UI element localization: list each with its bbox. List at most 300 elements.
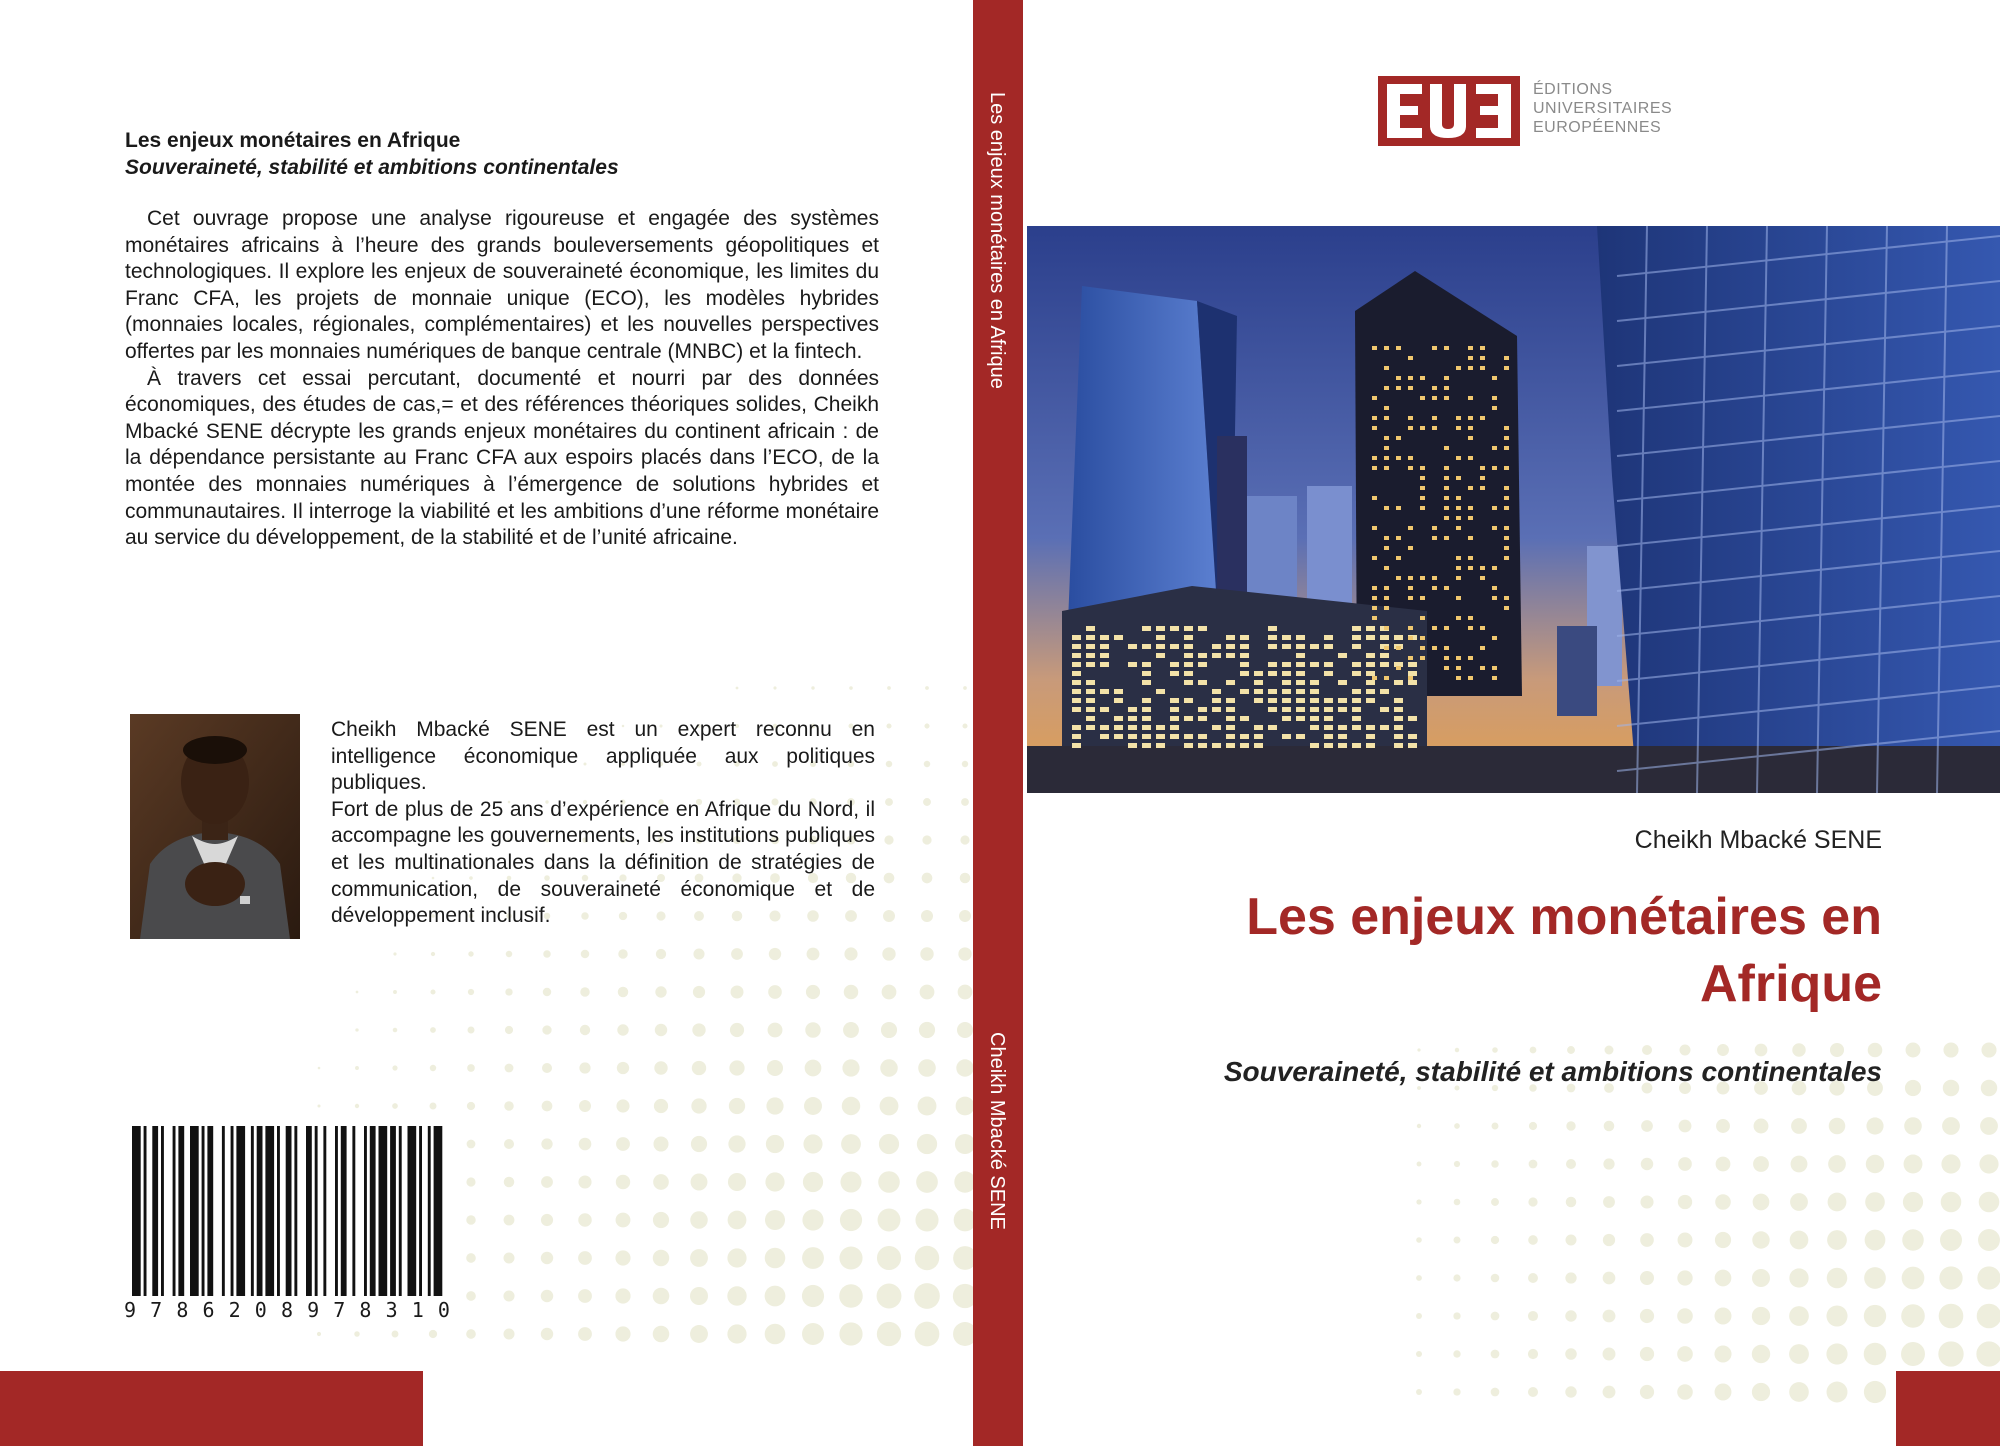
window-light	[1394, 734, 1403, 739]
window-light	[1408, 671, 1417, 676]
window-light	[1296, 689, 1305, 694]
halftone-dot	[914, 1283, 940, 1309]
window-light	[1372, 456, 1377, 460]
window-light	[1184, 635, 1193, 640]
window-light	[1480, 566, 1485, 570]
window-light	[1170, 734, 1179, 739]
barcode-bar	[202, 1126, 205, 1296]
window-light	[1504, 536, 1509, 540]
halftone-dot	[1416, 1389, 1422, 1395]
halftone-dot	[841, 1134, 861, 1154]
window-light	[1156, 725, 1165, 730]
window-light	[1114, 698, 1123, 703]
window-light	[1156, 644, 1165, 649]
halftone-dot	[1938, 1341, 1963, 1366]
window-light	[1114, 689, 1123, 694]
halftone-dot	[886, 761, 892, 767]
halftone-dot	[1605, 1046, 1614, 1055]
halftone-dot	[467, 1140, 476, 1149]
halftone-dot	[1981, 1080, 1997, 1096]
isbn-digit: 8	[176, 1298, 189, 1322]
window-light	[1198, 680, 1207, 685]
window-light	[1240, 689, 1249, 694]
window-light	[1184, 662, 1193, 667]
window-light	[1184, 734, 1193, 739]
window-light	[1408, 456, 1413, 460]
barcode-bar	[315, 1126, 318, 1296]
window-light	[1086, 707, 1095, 712]
halftone-dot	[1603, 1234, 1615, 1246]
window-light	[1468, 536, 1473, 540]
halftone-dot	[957, 1022, 973, 1038]
window-light	[1456, 476, 1461, 480]
window-light	[1338, 743, 1347, 748]
window-light	[1142, 734, 1151, 739]
author-photo	[130, 714, 300, 939]
halftone-dot	[1943, 1042, 1958, 1057]
halftone-dot	[655, 986, 666, 997]
window-light	[1142, 707, 1151, 712]
window-light	[1254, 743, 1263, 748]
halftone-dot	[924, 761, 931, 768]
window-light	[1444, 656, 1449, 660]
halftone-dot	[765, 1248, 786, 1269]
halftone-dot	[1830, 1043, 1844, 1057]
window-light	[1504, 526, 1509, 530]
window-light	[1380, 689, 1389, 694]
barcode-bar	[370, 1126, 376, 1296]
barcode-bar	[236, 1126, 245, 1296]
window-light	[1504, 466, 1509, 470]
halftone-dot	[466, 1215, 475, 1224]
barcode-bar	[306, 1126, 312, 1296]
window-light	[1226, 707, 1235, 712]
window-light	[1324, 671, 1333, 676]
halftone-dot	[616, 1175, 630, 1189]
window-light	[1156, 653, 1165, 658]
window-light	[1372, 556, 1377, 560]
halftone-dot	[615, 1326, 630, 1341]
halftone-dot	[766, 1097, 783, 1114]
window-light	[1142, 644, 1151, 649]
halftone-dot	[920, 985, 935, 1000]
halftone-dot	[541, 1328, 553, 1340]
window-light	[1394, 743, 1403, 748]
window-light	[1352, 662, 1361, 667]
halftone-dot	[842, 1059, 859, 1076]
halftone-dot	[466, 1253, 476, 1263]
author-biography	[331, 717, 875, 930]
halftone-dot	[844, 985, 859, 1000]
halftone-dot	[1827, 1268, 1848, 1289]
author-portrait-image	[130, 714, 300, 939]
window-light	[1072, 734, 1081, 739]
halftone-dot	[1529, 1122, 1537, 1130]
halftone-dot	[877, 1284, 902, 1309]
window-light	[1198, 662, 1207, 667]
window-light	[1394, 725, 1403, 730]
window-light	[1456, 526, 1461, 530]
window-light	[1324, 662, 1333, 667]
window-light	[1480, 486, 1485, 490]
window-light	[1338, 725, 1347, 730]
halftone-dot	[1752, 1383, 1770, 1401]
barcode-bar	[390, 1126, 396, 1296]
window-light	[1504, 426, 1509, 430]
halftone-dot	[430, 1027, 436, 1033]
window-light	[1384, 626, 1389, 630]
halftone-dot	[1491, 1160, 1498, 1167]
halftone-dot	[578, 1251, 592, 1265]
halftone-dot	[693, 986, 705, 998]
halftone-dot	[884, 873, 895, 884]
halftone-dot	[887, 686, 891, 690]
window-light	[1372, 616, 1377, 620]
window-light	[1468, 416, 1473, 420]
window-light	[1444, 386, 1449, 390]
window-light	[1492, 376, 1497, 380]
halftone-dot	[1977, 1304, 2000, 1329]
window-light	[1372, 416, 1377, 420]
isbn-digit: 8	[359, 1298, 372, 1322]
window-light	[1420, 576, 1425, 580]
barcode-bar	[352, 1126, 355, 1296]
window-light	[1396, 536, 1401, 540]
window-light	[1212, 707, 1221, 712]
halftone-dot	[1528, 1273, 1538, 1283]
halftone-dot	[1827, 1230, 1847, 1250]
window-light	[1372, 596, 1377, 600]
halftone-dot	[1491, 1198, 1499, 1206]
halftone-dot	[653, 1174, 669, 1190]
halftone-dot	[1826, 1343, 1847, 1364]
halftone-dot	[542, 1025, 551, 1034]
halftone-dot	[616, 1137, 630, 1151]
halftone-dot	[541, 1290, 553, 1302]
window-light	[1100, 635, 1109, 640]
window-light	[1240, 743, 1249, 748]
window-light	[1384, 646, 1389, 650]
window-light	[1394, 707, 1403, 712]
window-light	[1492, 526, 1497, 530]
halftone-dot	[1790, 1231, 1809, 1250]
barcode-bar	[190, 1126, 199, 1296]
halftone-dot	[877, 1322, 901, 1346]
halftone-dot	[731, 948, 743, 960]
window-light	[1384, 536, 1389, 540]
halftone-dot	[579, 1138, 592, 1151]
window-light	[1372, 346, 1377, 350]
halftone-dot	[1566, 1159, 1576, 1169]
window-light	[1380, 653, 1389, 658]
halftone-dot	[802, 1323, 824, 1345]
halftone-dot	[1715, 1232, 1731, 1248]
window-light	[1456, 366, 1461, 370]
halftone-dot	[765, 1324, 786, 1345]
window-light	[1384, 446, 1389, 450]
halftone-dot	[1940, 1229, 1962, 1251]
window-light	[1420, 476, 1425, 480]
halftone-dot	[1981, 1042, 1996, 1057]
window-light	[1384, 386, 1389, 390]
halftone-dot	[922, 873, 933, 884]
halftone-dot	[1865, 1230, 1886, 1251]
window-light	[1444, 516, 1449, 520]
halftone-dot	[917, 1134, 937, 1154]
window-light	[1324, 635, 1333, 640]
halftone-dot	[1752, 1307, 1770, 1325]
barcode-bar	[399, 1126, 402, 1296]
window-light	[1156, 743, 1165, 748]
window-light	[1366, 734, 1375, 739]
window-light	[1432, 576, 1437, 580]
window-light	[1086, 653, 1095, 658]
window-light	[1444, 376, 1449, 380]
window-light	[1114, 635, 1123, 640]
window-light	[1184, 626, 1193, 631]
window-light	[1366, 662, 1375, 667]
halftone-dot	[1454, 1123, 1460, 1129]
halftone-dot	[690, 1287, 708, 1305]
summary-paragraph: Cet ouvrage propose une analyse rigoureuse et engagée des systèmes monétaires africains à l’heure des grands bouleversements géopolitiques et technologiques. Il explore les enjeux de souveraineté économique, les limites du Franc CFA, les projets de monnaie unique (ECO), les modèles hybrides (monnaies locales, régionales, complémentaires) et les nouvelles perspectives offertes par les monnaies numériques de banque centrale (MNBC) et la fintech.	[125, 207, 879, 363]
window-light	[1420, 646, 1425, 650]
window-light	[1444, 486, 1449, 490]
halftone-dot	[506, 951, 512, 957]
halftone-dot	[543, 950, 551, 958]
window-light	[1156, 734, 1165, 739]
halftone-dot	[881, 1022, 897, 1038]
window-light	[1408, 680, 1417, 685]
window-light	[1408, 734, 1417, 739]
window-light	[1444, 646, 1449, 650]
barcode-bar	[428, 1126, 431, 1296]
window-light	[1072, 671, 1081, 676]
window-light	[1198, 707, 1207, 712]
halftone-dot	[1717, 1044, 1729, 1056]
halftone-dot	[317, 1104, 320, 1107]
halftone-dot	[1603, 1158, 1614, 1169]
window-light	[1100, 644, 1109, 649]
window-light	[1456, 656, 1461, 660]
window-light	[1338, 680, 1347, 685]
isbn-digit: 7	[333, 1298, 346, 1322]
window-light	[1254, 734, 1263, 739]
window-light	[1396, 506, 1401, 510]
window-light	[1380, 662, 1389, 667]
window-light	[1504, 596, 1509, 600]
window-light	[1100, 725, 1109, 730]
window-light	[1198, 626, 1207, 631]
window-light	[1468, 656, 1473, 660]
barcode-bar	[294, 1126, 297, 1296]
window-light	[1456, 676, 1461, 680]
barcode-bar	[173, 1126, 176, 1296]
halftone-dot	[618, 949, 627, 958]
window-light	[1394, 680, 1403, 685]
halftone-dot	[1943, 1080, 1959, 1096]
window-light	[1408, 466, 1413, 470]
halftone-dot	[504, 1177, 514, 1187]
halftone-dot	[765, 1172, 784, 1191]
window-light	[1338, 734, 1347, 739]
halftone-dot	[843, 1022, 859, 1038]
halftone-dot	[318, 1067, 321, 1070]
window-light	[1352, 689, 1361, 694]
halftone-dot	[1829, 1118, 1846, 1135]
halftone-dot	[1640, 1195, 1653, 1208]
bio-paragraph: Cheikh Mbacké SENE est un expert reconnu en intelligence économique appliquée aux politiques publiques.	[331, 718, 875, 795]
window-light	[1072, 725, 1081, 730]
halftone-dot	[653, 1250, 669, 1266]
barcode-bar	[178, 1126, 184, 1296]
halftone-dot	[656, 949, 666, 959]
halftone-dot	[1528, 1387, 1538, 1397]
window-light	[1408, 386, 1413, 390]
barcode-bar	[379, 1126, 388, 1296]
halftone-dot	[1980, 1117, 1998, 1135]
window-light	[1408, 716, 1417, 721]
halftone-dot	[839, 1246, 862, 1269]
halftone-dot	[1530, 1047, 1537, 1054]
window-light	[1086, 716, 1095, 721]
window-light	[1420, 486, 1425, 490]
halftone-dot	[803, 1172, 823, 1192]
halftone-dot	[1528, 1349, 1538, 1359]
window-light	[1372, 526, 1377, 530]
window-light	[1282, 644, 1291, 649]
isbn-digit: 9	[307, 1298, 320, 1322]
halftone-dot	[1752, 1269, 1770, 1287]
window-light	[1468, 566, 1473, 570]
window-light	[1480, 646, 1485, 650]
window-light	[1504, 366, 1509, 370]
window-light	[1504, 496, 1509, 500]
halftone-dot	[886, 723, 891, 728]
window-light	[1384, 436, 1389, 440]
window-light	[1086, 725, 1095, 730]
isbn-digit: 3	[385, 1298, 398, 1322]
halftone-dot	[729, 1060, 744, 1075]
halftone-dot	[1677, 1270, 1692, 1285]
halftone-dot	[1903, 1192, 1923, 1212]
window-light	[1212, 689, 1221, 694]
window-light	[1352, 707, 1361, 712]
window-light	[1128, 662, 1137, 667]
window-light	[1310, 689, 1319, 694]
halftone-dot	[691, 1098, 706, 1113]
window-light	[1142, 662, 1151, 667]
halftone-dot	[580, 987, 589, 996]
halftone-dot	[878, 1209, 901, 1232]
window-light	[1072, 743, 1081, 748]
halftone-dot	[579, 1100, 591, 1112]
window-light	[1100, 734, 1109, 739]
halftone-dot	[1979, 1154, 1998, 1173]
halftone-dot	[430, 989, 435, 994]
halftone-dot	[1416, 1199, 1421, 1204]
window-light	[1282, 689, 1291, 694]
window-light	[1324, 716, 1333, 721]
halftone-dot	[1754, 1119, 1769, 1134]
publisher-logo	[1378, 76, 1520, 146]
window-light	[1072, 635, 1081, 640]
halftone-dot	[355, 1104, 359, 1108]
window-light	[1384, 346, 1389, 350]
halftone-dot	[1454, 1161, 1460, 1167]
halftone-dot	[958, 985, 973, 1000]
halftone-dot	[1566, 1197, 1577, 1208]
halftone-dot	[1715, 1384, 1732, 1401]
window-light	[1170, 716, 1179, 721]
barcode-bar	[222, 1126, 225, 1296]
window-light	[1366, 725, 1375, 730]
halftone-dot	[541, 1214, 553, 1226]
halftone-dot	[878, 1171, 900, 1193]
halftone-dot	[766, 1135, 784, 1153]
window-light	[1226, 734, 1235, 739]
halftone-dot	[1828, 1155, 1846, 1173]
halftone-dot	[1789, 1306, 1809, 1326]
halftone-dot	[1640, 1385, 1654, 1399]
window-light	[1468, 626, 1473, 630]
window-light	[1268, 662, 1277, 667]
halftone-dot	[542, 1101, 553, 1112]
window-light	[1212, 743, 1221, 748]
halftone-dot	[729, 1098, 745, 1114]
halftone-dot	[805, 1022, 820, 1037]
window-light	[1296, 635, 1305, 640]
window-light	[1504, 556, 1509, 560]
window-light	[1352, 725, 1361, 730]
back-cover-title: Les enjeux monétaires en Afrique	[125, 129, 461, 152]
window-light	[1142, 680, 1151, 685]
halftone-dot	[691, 1136, 707, 1152]
halftone-dot	[849, 686, 853, 690]
window-light	[1198, 743, 1207, 748]
window-light	[1456, 506, 1461, 510]
window-light	[1480, 576, 1485, 580]
halftone-dot	[1603, 1310, 1616, 1323]
window-light	[1468, 616, 1473, 620]
halftone-dot	[692, 1061, 706, 1075]
window-light	[1396, 436, 1401, 440]
window-light	[1296, 734, 1305, 739]
window-light	[1282, 680, 1291, 685]
barcode-bar	[257, 1126, 263, 1296]
window-light	[1492, 566, 1497, 570]
halftone-dot	[1417, 1048, 1420, 1051]
halftone-dot	[467, 1102, 475, 1110]
window-light	[1420, 616, 1425, 620]
halftone-dot	[804, 1097, 822, 1115]
window-light	[1372, 676, 1377, 680]
window-light	[1282, 734, 1291, 739]
window-light	[1282, 707, 1291, 712]
window-light	[1492, 676, 1497, 680]
halftone-dot	[431, 952, 435, 956]
halftone-dot	[765, 1286, 786, 1307]
window-light	[1282, 716, 1291, 721]
window-light	[1184, 716, 1193, 721]
window-light	[1504, 446, 1509, 450]
halftone-dot	[1939, 1304, 1964, 1329]
window-light	[1296, 671, 1305, 676]
window-light	[1456, 556, 1461, 560]
halftone-dot	[915, 1246, 939, 1270]
window-light	[1072, 698, 1081, 703]
halftone-dot	[962, 761, 968, 767]
window-light	[1086, 680, 1095, 685]
